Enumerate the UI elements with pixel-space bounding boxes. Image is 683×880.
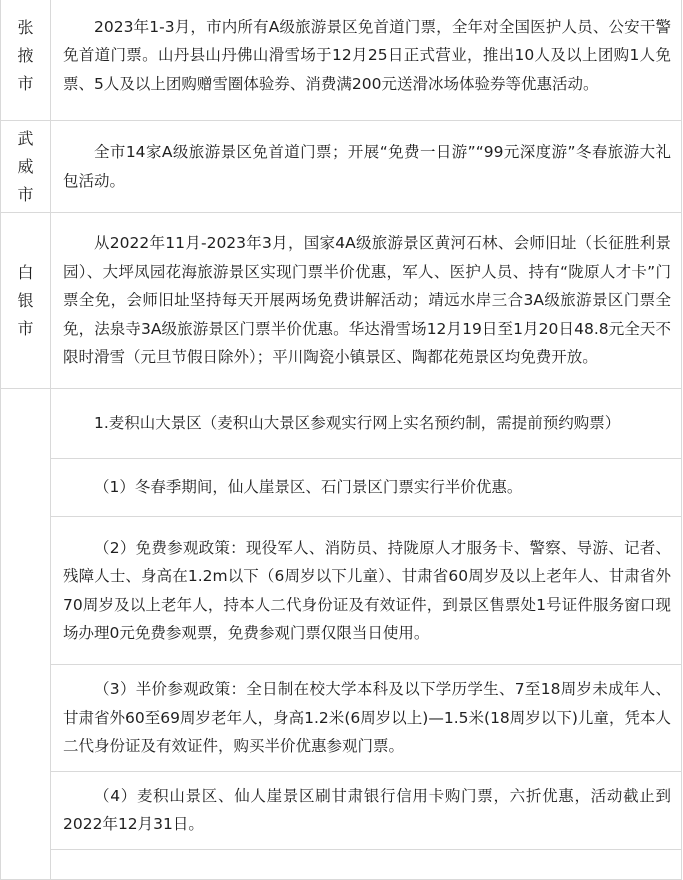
- city-cell: [1, 0, 51, 121]
- policy-text: 2023年1-3月，市内所有A级旅游景区免首道门票，全年对全国医护人员、公安干警免首道门票。山丹县山丹佛山滑雪场于12月25日正式营业，推出10人及以上团购1人免票、5人及以上团购赠雪圈体验券、消费满200元送滑冰场体验券等优惠活动。: [63, 17, 671, 93]
- sub-cell: [51, 665, 682, 772]
- city-char: 市: [17, 73, 34, 93]
- policy-item: （2）免费参观政策：现役军人、消防员、持陇原人才服务卡、警察、导游、记者、残障人士、身高在1.2m以下（6周岁以下儿童）、甘肃省60周岁及以上老年人、甘肃省外70周岁及以上老年人，持本人二代身份证及有效证件，到景区售票处1号证件服务窗口现场办理0元免费参观票，免费参观门票仅限当日使用。: [63, 538, 671, 642]
- sub-cell-empty: [51, 849, 682, 879]
- city-cell: [1, 121, 51, 213]
- city-cell: [1, 213, 51, 389]
- city-cell-empty: [1, 389, 51, 880]
- scenic-area-heading: 1.麦积山大景区（麦积山大景区参观实行网上实名预约制，需提前预约购票）: [94, 414, 621, 433]
- policy-item: （4）麦积山景区、仙人崖景区刷甘肃银行信用卡购门票，六折优惠，活动截止到2022年12月31日。: [63, 786, 671, 833]
- policy-text: 全市14家A级旅游景区免首道门票；开展“免费一日游”“99元深度游”冬春旅游大礼包活动。: [63, 143, 671, 190]
- city-char: 威: [17, 156, 34, 176]
- table-row-baiyin: [1, 213, 682, 389]
- city-char: 张: [17, 17, 34, 37]
- table-row-item-2: [1, 517, 682, 665]
- city-char: 武: [17, 128, 34, 148]
- sub-cell: [51, 459, 682, 517]
- city-char: 银: [17, 290, 34, 310]
- table-row-zhangye: [1, 0, 682, 121]
- policy-text: 从2022年11月-2023年3月，国家4A级旅游景区黄河石林、会师旧址（长征胜利景园）、大坪凤园花海旅游景区实现门票半价优惠，军人、医护人员、持有“陇原人才卡”门票全免，会师旧址坚持每天开展两场免费讲解活动；靖远水岸三合3A级旅游景区门票全免，法泉寺3A级旅游景区门票半价优惠。华达滑雪场12月19日至1月20日48.8元全天不限时滑雪（元旦节假日除外）；平川陶瓷小镇景区、陶都花苑景区均免费开放。: [63, 234, 671, 367]
- city-char: 掖: [17, 45, 34, 65]
- policy-item: （3）半价参观政策：全日制在校大学本科及以下学历学生、7至18周岁未成年人、甘肃省外60至69周岁老年人，身高1.2米(6周岁以上)—1.5米(18周岁以下)儿童，凭本人二代身份证及有效证件，购买半价优惠参观门票。: [63, 680, 671, 755]
- content-cell: [51, 213, 682, 389]
- city-char: 市: [17, 184, 34, 204]
- table-row-wuwei: [1, 121, 682, 213]
- content-cell: [51, 0, 682, 121]
- sub-cell: [51, 389, 682, 459]
- content-cell: [51, 121, 682, 213]
- table-row-item-4: [1, 771, 682, 849]
- table-row-empty: [1, 849, 682, 879]
- city-char: 市: [17, 318, 34, 338]
- policy-item: （1）冬春季期间，仙人崖景区、石门景区门票实行半价优惠。: [94, 478, 523, 497]
- city-char: 白: [17, 262, 34, 282]
- table-row-maijishan-heading: [1, 389, 682, 459]
- table-row-item-1: [1, 459, 682, 517]
- table-row-item-3: [1, 665, 682, 772]
- sub-cell: [51, 517, 682, 665]
- sub-cell: [51, 771, 682, 849]
